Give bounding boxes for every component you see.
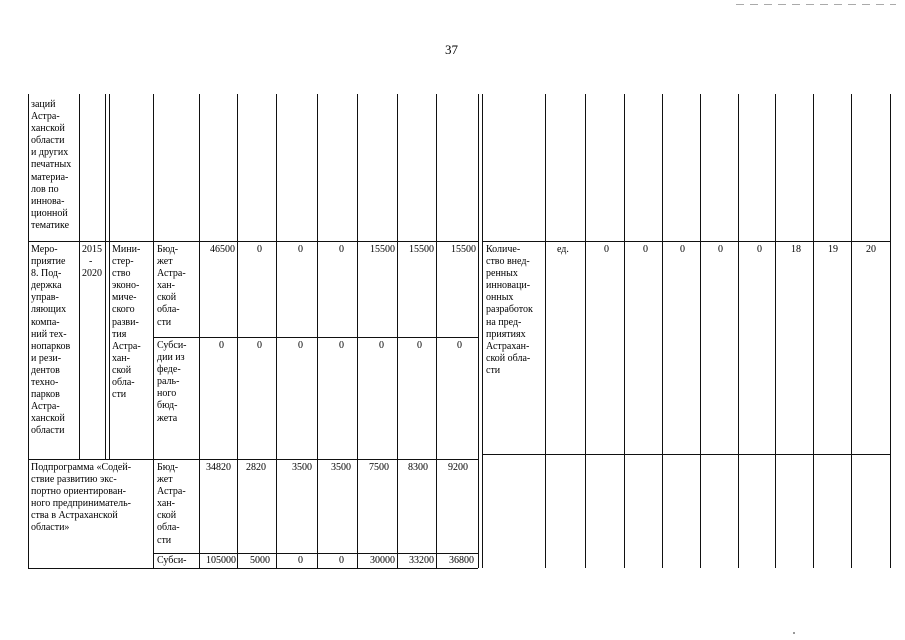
value-cell: 34820: [206, 462, 231, 473]
indicator-value: 0: [604, 244, 609, 255]
source-regional-budget: Бюд- жет Астра- хан- ской обла- сти: [157, 462, 186, 546]
value-cell: 15500: [451, 244, 476, 255]
indicator-value: 20: [866, 244, 876, 255]
measure-name: Меро- приятие 8. Под- держка управ- ляющих компа- ний тех- нопарков и рези- дентов техно- парков Астра- ханской области: [31, 244, 71, 437]
value-cell: 0: [417, 340, 422, 351]
value-cell: 0: [339, 244, 344, 255]
grid-line: [153, 553, 478, 554]
grid-line: [28, 568, 478, 569]
grid-line: [397, 94, 398, 568]
value-cell: 30000: [370, 555, 395, 566]
value-cell: 0: [257, 244, 262, 255]
value-cell: 3500: [292, 462, 312, 473]
value-cell: 8300: [408, 462, 428, 473]
grid-line: [700, 94, 701, 568]
value-cell: 3500: [331, 462, 351, 473]
value-cell: 36800: [449, 555, 474, 566]
value-cell: 7500: [369, 462, 389, 473]
grid-line: [482, 241, 891, 242]
year-end: 2020: [82, 268, 102, 279]
grid-line: [436, 94, 437, 568]
indicator-value: 0: [643, 244, 648, 255]
source-federal-subsidy: Субси- дии из феде- раль- ного бюд- жета: [157, 340, 187, 424]
value-cell: 33200: [409, 555, 434, 566]
indicator-value: 0: [680, 244, 685, 255]
grid-line: [890, 94, 891, 568]
source-federal-subsidy: Субси-: [157, 555, 187, 566]
indicator-value: 19: [828, 244, 838, 255]
value-cell: 0: [298, 244, 303, 255]
grid-line: [545, 94, 546, 568]
grid-line: [775, 94, 776, 568]
value-cell: 0: [457, 340, 462, 351]
scan-artifact: [736, 4, 896, 5]
indicator-value: 18: [791, 244, 801, 255]
value-cell: 2820: [246, 462, 266, 473]
source-regional-budget: Бюд- жет Астра- хан- ской обла- сти: [157, 244, 186, 328]
value-cell: 0: [298, 340, 303, 351]
grid-line: [851, 94, 852, 568]
grid-line: [478, 94, 479, 568]
value-cell: 0: [219, 340, 224, 351]
subprogram-name: Подпрограмма «Содей- ствие развитию экс- портно ориентирован- ного предприниматель- ства в Астраханской области»: [31, 462, 132, 534]
grid-line: [276, 94, 277, 568]
grid-line: [28, 94, 29, 568]
value-cell: 15500: [409, 244, 434, 255]
grid-line: [482, 454, 891, 455]
grid-line: [153, 337, 478, 338]
grid-line: [105, 94, 106, 460]
year-start: 2015: [82, 244, 102, 255]
indicator-unit: ед.: [557, 244, 569, 255]
value-cell: 15500: [370, 244, 395, 255]
year-dash: -: [89, 256, 93, 267]
value-cell: 0: [257, 340, 262, 351]
indicator-text: Количе- ство внед- ренных инноваци- онных разработок на пред- приятиях Астрахан- ской обла- сти: [486, 244, 533, 376]
grid-line: [482, 94, 483, 568]
grid-line: [813, 94, 814, 568]
indicator-value: 0: [718, 244, 723, 255]
value-cell: 0: [339, 555, 344, 566]
grid-line: [79, 94, 80, 460]
page-number: 37: [445, 42, 458, 57]
value-cell: 46500: [210, 244, 235, 255]
value-cell: 9200: [448, 462, 468, 473]
value-cell: 105000: [206, 555, 236, 566]
grid-line: [585, 94, 586, 568]
executor: Мини- стер- ство эконо- миче- ского разви- тия Астра- хан- ской обла- сти: [112, 244, 141, 401]
grid-line: [624, 94, 625, 568]
value-cell: 5000: [250, 555, 270, 566]
grid-line: [28, 241, 478, 242]
value-cell: 0: [379, 340, 384, 351]
grid-line: [237, 94, 238, 568]
value-cell: 0: [339, 340, 344, 351]
grid-line: [662, 94, 663, 568]
grid-line: [357, 94, 358, 568]
grid-line: [199, 94, 200, 568]
grid-line: [153, 94, 154, 568]
indicator-value: 0: [757, 244, 762, 255]
continuation-text: заций Астра- ханской области и других печатных материа- лов по иннова- ционной тематике: [31, 99, 72, 231]
grid-line: [28, 459, 478, 460]
scan-artifact: [793, 632, 795, 634]
grid-line: [109, 94, 110, 460]
grid-line: [317, 94, 318, 568]
grid-line: [738, 94, 739, 568]
value-cell: 0: [298, 555, 303, 566]
